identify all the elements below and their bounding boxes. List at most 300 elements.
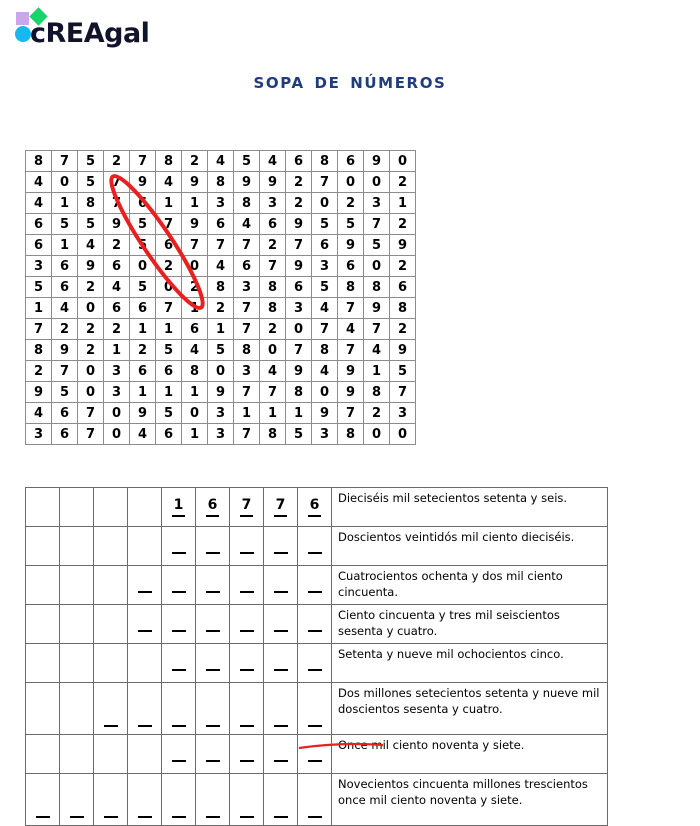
answer-digit-blank[interactable] <box>94 683 128 735</box>
answer-cell-empty[interactable] <box>60 488 94 527</box>
grid-cell[interactable]: 1 <box>156 319 182 340</box>
answer-cell-empty[interactable] <box>94 644 128 683</box>
grid-cell[interactable]: 3 <box>104 361 130 382</box>
grid-cell[interactable]: 3 <box>104 382 130 403</box>
grid-cell[interactable]: 1 <box>364 361 390 382</box>
grid-cell[interactable]: 7 <box>286 340 312 361</box>
grid-cell[interactable]: 6 <box>286 277 312 298</box>
grid-cell[interactable]: 1 <box>260 403 286 424</box>
grid-cell[interactable]: 4 <box>208 151 234 172</box>
grid-cell[interactable]: 8 <box>78 193 104 214</box>
grid-cell[interactable]: 7 <box>260 256 286 277</box>
grid-cell[interactable]: 2 <box>182 151 208 172</box>
answer-digit-blank[interactable] <box>264 566 298 605</box>
grid-cell[interactable]: 3 <box>26 256 52 277</box>
grid-cell[interactable]: 4 <box>364 340 390 361</box>
grid-cell[interactable]: 2 <box>260 235 286 256</box>
grid-cell[interactable]: 7 <box>312 319 338 340</box>
grid-cell[interactable]: 1 <box>130 319 156 340</box>
grid-cell[interactable]: 5 <box>208 340 234 361</box>
grid-cell[interactable]: 0 <box>78 298 104 319</box>
grid-cell[interactable]: 4 <box>338 319 364 340</box>
grid-cell[interactable]: 8 <box>208 277 234 298</box>
grid-cell[interactable]: 7 <box>338 340 364 361</box>
grid-cell[interactable]: 1 <box>52 235 78 256</box>
grid-cell[interactable]: 5 <box>156 340 182 361</box>
grid-cell[interactable]: 4 <box>104 277 130 298</box>
grid-cell[interactable]: 7 <box>130 151 156 172</box>
answer-digit-blank[interactable] <box>298 735 332 774</box>
answer-digit-filled[interactable] <box>230 488 264 527</box>
answer-digit-blank[interactable] <box>162 566 196 605</box>
answer-digit-blank[interactable] <box>298 774 332 826</box>
grid-cell[interactable]: 0 <box>312 382 338 403</box>
grid-cell[interactable]: 8 <box>26 340 52 361</box>
grid-cell[interactable]: 0 <box>130 256 156 277</box>
grid-cell[interactable]: 1 <box>234 403 260 424</box>
answer-cell-empty[interactable] <box>60 644 94 683</box>
grid-cell[interactable]: 1 <box>182 298 208 319</box>
grid-cell[interactable]: 8 <box>312 151 338 172</box>
grid-cell[interactable]: 3 <box>364 193 390 214</box>
answer-digit-blank[interactable] <box>128 566 162 605</box>
grid-cell[interactable]: 9 <box>260 172 286 193</box>
answer-cell-empty[interactable] <box>94 735 128 774</box>
answer-digit-filled[interactable] <box>196 488 230 527</box>
grid-cell[interactable]: 8 <box>312 340 338 361</box>
grid-cell[interactable]: 1 <box>52 193 78 214</box>
grid-cell[interactable]: 5 <box>78 214 104 235</box>
answer-cell-empty[interactable] <box>26 566 60 605</box>
answer-digit-blank[interactable] <box>196 644 230 683</box>
answer-digit-blank[interactable] <box>264 527 298 566</box>
grid-cell[interactable]: 2 <box>286 172 312 193</box>
grid-cell[interactable]: 8 <box>390 298 416 319</box>
answer-digit-blank[interactable] <box>230 644 264 683</box>
answer-digit-blank[interactable] <box>298 605 332 644</box>
grid-cell[interactable]: 4 <box>312 361 338 382</box>
grid-cell[interactable]: 4 <box>156 172 182 193</box>
grid-cell[interactable]: 6 <box>52 256 78 277</box>
grid-cell[interactable]: 8 <box>208 172 234 193</box>
grid-cell[interactable]: 7 <box>52 361 78 382</box>
grid-cell[interactable]: 3 <box>286 298 312 319</box>
grid-cell[interactable]: 7 <box>234 235 260 256</box>
grid-cell[interactable]: 3 <box>234 361 260 382</box>
grid-cell[interactable]: 7 <box>260 382 286 403</box>
grid-cell[interactable]: 2 <box>390 172 416 193</box>
grid-cell[interactable]: 5 <box>312 277 338 298</box>
grid-cell[interactable]: 5 <box>52 214 78 235</box>
grid-cell[interactable]: 0 <box>208 361 234 382</box>
blank-line <box>206 714 220 727</box>
grid-cell[interactable]: 7 <box>78 403 104 424</box>
grid-cell[interactable]: 0 <box>182 256 208 277</box>
grid-cell[interactable]: 0 <box>338 172 364 193</box>
answer-digit-filled[interactable] <box>298 488 332 527</box>
grid-cell[interactable]: 7 <box>234 382 260 403</box>
answer-digit-filled[interactable] <box>162 488 196 527</box>
grid-cell[interactable]: 1 <box>182 193 208 214</box>
grid-cell[interactable]: 9 <box>104 214 130 235</box>
grid-cell[interactable]: 6 <box>338 256 364 277</box>
grid-cell[interactable]: 6 <box>130 361 156 382</box>
grid-cell[interactable]: 5 <box>130 214 156 235</box>
grid-cell[interactable]: 0 <box>78 382 104 403</box>
grid-cell[interactable]: 3 <box>208 403 234 424</box>
answer-clue-text: Dos millones setecientos setenta y nueve mil doscientos sesenta y cuatro. <box>332 683 608 735</box>
answer-digit-blank[interactable] <box>264 683 298 735</box>
grid-cell[interactable]: 8 <box>26 151 52 172</box>
answer-digit-blank[interactable] <box>196 774 230 826</box>
grid-cell[interactable]: 8 <box>182 361 208 382</box>
answer-digit-blank[interactable] <box>162 605 196 644</box>
grid-cell[interactable]: 6 <box>104 256 130 277</box>
grid-cell[interactable]: 6 <box>156 424 182 445</box>
grid-cell[interactable]: 1 <box>208 319 234 340</box>
grid-cell[interactable]: 6 <box>26 235 52 256</box>
blank-line <box>240 658 254 671</box>
answer-cell-empty[interactable] <box>128 527 162 566</box>
grid-cell[interactable]: 9 <box>130 403 156 424</box>
grid-cell[interactable]: 0 <box>286 319 312 340</box>
empty-spacer <box>70 539 84 550</box>
grid-cell[interactable]: 4 <box>26 193 52 214</box>
grid-cell[interactable]: 3 <box>208 193 234 214</box>
grid-cell[interactable]: 6 <box>156 361 182 382</box>
grid-row <box>26 214 416 235</box>
grid-cell[interactable]: 4 <box>182 340 208 361</box>
grid-cell[interactable]: 9 <box>286 256 312 277</box>
grid-cell[interactable]: 9 <box>286 214 312 235</box>
grid-cell[interactable]: 6 <box>52 424 78 445</box>
grid-cell[interactable]: 6 <box>234 256 260 277</box>
answer-digit-blank[interactable] <box>60 774 94 826</box>
answer-digit-blank[interactable] <box>298 644 332 683</box>
number-soup-table <box>25 150 416 445</box>
answer-digit-blank[interactable] <box>264 735 298 774</box>
grid-cell[interactable]: 9 <box>26 382 52 403</box>
grid-cell[interactable]: 2 <box>26 361 52 382</box>
grid-cell[interactable]: 6 <box>286 151 312 172</box>
grid-cell[interactable]: 4 <box>260 361 286 382</box>
grid-cell[interactable]: 0 <box>390 424 416 445</box>
grid-cell[interactable]: 9 <box>338 361 364 382</box>
answer-digit-blank[interactable] <box>128 605 162 644</box>
answer-digit-blank[interactable] <box>264 605 298 644</box>
grid-cell[interactable]: 5 <box>364 235 390 256</box>
grid-cell[interactable]: 5 <box>338 214 364 235</box>
grid-cell[interactable]: 6 <box>312 235 338 256</box>
grid-cell[interactable]: 0 <box>104 403 130 424</box>
grid-cell[interactable]: 8 <box>156 151 182 172</box>
grid-cell[interactable]: 7 <box>104 193 130 214</box>
grid-cell[interactable]: 4 <box>78 235 104 256</box>
answer-row <box>26 644 608 683</box>
grid-cell[interactable]: 6 <box>52 403 78 424</box>
grid-cell[interactable]: 7 <box>78 424 104 445</box>
answer-digit-blank[interactable] <box>230 527 264 566</box>
answer-digit-blank[interactable] <box>162 644 196 683</box>
grid-cell[interactable]: 2 <box>390 214 416 235</box>
grid-cell[interactable]: 8 <box>364 382 390 403</box>
grid-cell[interactable]: 7 <box>286 235 312 256</box>
grid-cell[interactable]: 0 <box>312 193 338 214</box>
grid-cell[interactable]: 6 <box>208 214 234 235</box>
grid-cell[interactable]: 9 <box>182 172 208 193</box>
grid-cell[interactable]: 9 <box>130 172 156 193</box>
grid-cell[interactable]: 1 <box>286 403 312 424</box>
grid-cell[interactable]: 4 <box>26 403 52 424</box>
grid-cell[interactable]: 9 <box>234 172 260 193</box>
blank-line <box>138 619 152 632</box>
grid-cell[interactable]: 6 <box>130 193 156 214</box>
answer-digit-blank[interactable] <box>196 735 230 774</box>
grid-cell[interactable]: 7 <box>234 319 260 340</box>
grid-cell[interactable]: 7 <box>26 319 52 340</box>
grid-cell[interactable]: 7 <box>156 214 182 235</box>
answer-cell-empty[interactable] <box>60 527 94 566</box>
answer-cell-empty[interactable] <box>26 488 60 527</box>
digit-value: 6 <box>308 498 322 516</box>
grid-cell[interactable]: 6 <box>130 298 156 319</box>
grid-cell[interactable]: 9 <box>78 256 104 277</box>
grid-cell[interactable]: 2 <box>104 151 130 172</box>
grid-cell[interactable]: 7 <box>208 235 234 256</box>
blank-line <box>36 805 50 818</box>
grid-cell[interactable]: 4 <box>52 298 78 319</box>
grid-cell[interactable]: 2 <box>104 319 130 340</box>
answer-cell-empty[interactable] <box>26 605 60 644</box>
grid-cell[interactable]: 7 <box>156 298 182 319</box>
answer-digit-blank[interactable] <box>26 774 60 826</box>
grid-cell[interactable]: 3 <box>312 424 338 445</box>
grid-cell[interactable]: 8 <box>364 277 390 298</box>
answer-digit-blank[interactable] <box>230 605 264 644</box>
answer-digit-blank[interactable] <box>196 605 230 644</box>
grid-cell[interactable]: 0 <box>182 403 208 424</box>
grid-cell[interactable]: 4 <box>312 298 338 319</box>
grid-cell[interactable]: 2 <box>338 193 364 214</box>
answer-digit-blank[interactable] <box>162 683 196 735</box>
answer-digit-blank[interactable] <box>128 774 162 826</box>
answer-digit-blank[interactable] <box>230 735 264 774</box>
grid-cell[interactable]: 9 <box>364 298 390 319</box>
answer-digit-blank[interactable] <box>264 774 298 826</box>
answer-digit-blank[interactable] <box>162 735 196 774</box>
brand-logo <box>8 8 208 52</box>
grid-cell[interactable]: 8 <box>260 298 286 319</box>
grid-cell[interactable]: 1 <box>156 382 182 403</box>
answer-digit-blank[interactable] <box>298 683 332 735</box>
grid-cell[interactable]: 0 <box>364 172 390 193</box>
answer-cell-empty[interactable] <box>128 488 162 527</box>
grid-cell[interactable]: 1 <box>156 193 182 214</box>
answer-cell-empty[interactable] <box>94 527 128 566</box>
grid-cell[interactable]: 1 <box>130 382 156 403</box>
grid-cell[interactable]: 0 <box>390 151 416 172</box>
answer-cell-empty[interactable] <box>26 683 60 735</box>
grid-cell[interactable]: 8 <box>338 277 364 298</box>
answer-digit-blank[interactable] <box>298 566 332 605</box>
grid-cell[interactable]: 3 <box>312 256 338 277</box>
grid-cell[interactable]: 7 <box>182 235 208 256</box>
grid-cell[interactable]: 1 <box>390 193 416 214</box>
grid-cell[interactable]: 0 <box>364 256 390 277</box>
grid-cell[interactable]: 7 <box>338 403 364 424</box>
grid-cell[interactable]: 5 <box>78 151 104 172</box>
answer-digit-blank[interactable] <box>196 566 230 605</box>
answer-digit-blank[interactable] <box>196 683 230 735</box>
grid-cell[interactable]: 6 <box>52 277 78 298</box>
grid-cell[interactable]: 6 <box>390 277 416 298</box>
grid-cell[interactable]: 5 <box>156 403 182 424</box>
grid-cell[interactable]: 2 <box>208 298 234 319</box>
grid-cell[interactable]: 7 <box>364 214 390 235</box>
grid-cell[interactable]: 5 <box>312 214 338 235</box>
answer-digit-blank[interactable] <box>128 683 162 735</box>
blank-line <box>138 714 152 727</box>
grid-cell[interactable]: 2 <box>182 277 208 298</box>
grid-cell[interactable]: 2 <box>390 319 416 340</box>
grid-cell[interactable]: 9 <box>286 361 312 382</box>
grid-cell[interactable]: 5 <box>130 235 156 256</box>
grid-cell[interactable]: 5 <box>130 277 156 298</box>
grid-cell[interactable]: 3 <box>390 403 416 424</box>
grid-row <box>26 319 416 340</box>
grid-cell[interactable]: 1 <box>26 298 52 319</box>
grid-cell[interactable]: 9 <box>338 382 364 403</box>
grid-cell[interactable]: 9 <box>208 382 234 403</box>
answer-cell-empty[interactable] <box>26 644 60 683</box>
answer-digit-blank[interactable] <box>94 774 128 826</box>
grid-cell[interactable]: 2 <box>364 403 390 424</box>
grid-cell[interactable]: 6 <box>104 298 130 319</box>
grid-cell[interactable]: 9 <box>390 235 416 256</box>
grid-row <box>26 340 416 361</box>
grid-cell[interactable]: 5 <box>26 277 52 298</box>
grid-cell[interactable]: 7 <box>364 319 390 340</box>
grid-cell[interactable]: 7 <box>338 298 364 319</box>
grid-cell[interactable]: 9 <box>312 403 338 424</box>
grid-cell[interactable]: 8 <box>286 382 312 403</box>
grid-cell[interactable]: 5 <box>78 172 104 193</box>
grid-cell[interactable]: 6 <box>260 214 286 235</box>
grid-cell[interactable]: 2 <box>78 340 104 361</box>
answer-cell-empty[interactable] <box>128 735 162 774</box>
grid-cell[interactable]: 2 <box>130 340 156 361</box>
grid-cell[interactable]: 6 <box>156 235 182 256</box>
answer-cell-empty[interactable] <box>60 735 94 774</box>
grid-cell[interactable]: 0 <box>156 277 182 298</box>
answer-cell-empty[interactable] <box>26 735 60 774</box>
answer-cell-empty[interactable] <box>60 683 94 735</box>
grid-cell[interactable]: 2 <box>390 256 416 277</box>
grid-cell[interactable]: 4 <box>26 172 52 193</box>
grid-cell[interactable]: 5 <box>390 361 416 382</box>
grid-cell[interactable]: 0 <box>364 424 390 445</box>
answer-cell-empty[interactable] <box>94 488 128 527</box>
answer-cell-empty[interactable] <box>94 566 128 605</box>
grid-cell[interactable]: 5 <box>286 424 312 445</box>
grid-cell[interactable]: 9 <box>390 340 416 361</box>
answer-digit-blank[interactable] <box>162 527 196 566</box>
grid-cell[interactable]: 1 <box>182 424 208 445</box>
grid-cell[interactable]: 9 <box>52 340 78 361</box>
answer-digit-blank[interactable] <box>230 774 264 826</box>
grid-cell[interactable]: 8 <box>338 424 364 445</box>
grid-cell[interactable]: 6 <box>338 151 364 172</box>
grid-cell[interactable]: 8 <box>234 193 260 214</box>
blank-line <box>206 580 220 593</box>
grid-cell[interactable]: 2 <box>78 277 104 298</box>
grid-cell[interactable]: 0 <box>52 172 78 193</box>
grid-cell[interactable]: 0 <box>104 424 130 445</box>
grid-cell[interactable]: 3 <box>234 277 260 298</box>
grid-cell[interactable]: 3 <box>208 424 234 445</box>
grid-cell[interactable]: 8 <box>234 340 260 361</box>
answers-section <box>25 487 608 826</box>
grid-cell[interactable]: 5 <box>52 382 78 403</box>
grid-cell[interactable]: 4 <box>208 256 234 277</box>
grid-cell[interactable]: 2 <box>52 319 78 340</box>
grid-cell[interactable]: 8 <box>260 277 286 298</box>
answer-digit-filled[interactable] <box>264 488 298 527</box>
answer-digit-blank[interactable] <box>162 774 196 826</box>
blank-line <box>206 619 220 632</box>
grid-cell[interactable]: 1 <box>182 382 208 403</box>
grid-cell[interactable]: 3 <box>26 424 52 445</box>
answer-cell-empty[interactable] <box>128 644 162 683</box>
grid-cell[interactable]: 3 <box>260 193 286 214</box>
answer-digit-blank[interactable] <box>196 527 230 566</box>
grid-cell[interactable]: 6 <box>182 319 208 340</box>
grid-cell[interactable]: 4 <box>260 151 286 172</box>
grid-cell[interactable]: 5 <box>234 151 260 172</box>
answer-digit-blank[interactable] <box>298 527 332 566</box>
answer-clue-text: Setenta y nueve mil ochocientos cinco. <box>332 644 608 683</box>
grid-cell[interactable]: 7 <box>234 424 260 445</box>
grid-cell[interactable]: 6 <box>26 214 52 235</box>
grid-cell[interactable]: 0 <box>260 340 286 361</box>
grid-cell[interactable]: 9 <box>364 151 390 172</box>
answer-cell-empty[interactable] <box>94 605 128 644</box>
grid-cell[interactable]: 7 <box>312 172 338 193</box>
answer-digit-blank[interactable] <box>230 566 264 605</box>
answer-cell-empty[interactable] <box>60 566 94 605</box>
answer-digit-blank[interactable] <box>264 644 298 683</box>
grid-cell[interactable]: 7 <box>104 172 130 193</box>
grid-cell[interactable]: 4 <box>234 214 260 235</box>
grid-cell[interactable]: 7 <box>234 298 260 319</box>
grid-cell[interactable]: 2 <box>78 319 104 340</box>
grid-cell[interactable]: 8 <box>260 424 286 445</box>
grid-cell[interactable]: 0 <box>78 361 104 382</box>
answer-cell-empty[interactable] <box>60 605 94 644</box>
grid-cell[interactable]: 4 <box>130 424 156 445</box>
answer-cell-empty[interactable] <box>26 527 60 566</box>
grid-cell[interactable]: 1 <box>104 340 130 361</box>
grid-cell[interactable]: 7 <box>52 151 78 172</box>
grid-cell[interactable]: 2 <box>260 319 286 340</box>
grid-cell[interactable]: 9 <box>338 235 364 256</box>
grid-cell[interactable]: 2 <box>104 235 130 256</box>
grid-cell[interactable]: 9 <box>182 214 208 235</box>
grid-cell[interactable]: 2 <box>156 256 182 277</box>
grid-cell[interactable]: 2 <box>286 193 312 214</box>
answer-digit-blank[interactable] <box>230 683 264 735</box>
grid-cell[interactable]: 7 <box>390 382 416 403</box>
